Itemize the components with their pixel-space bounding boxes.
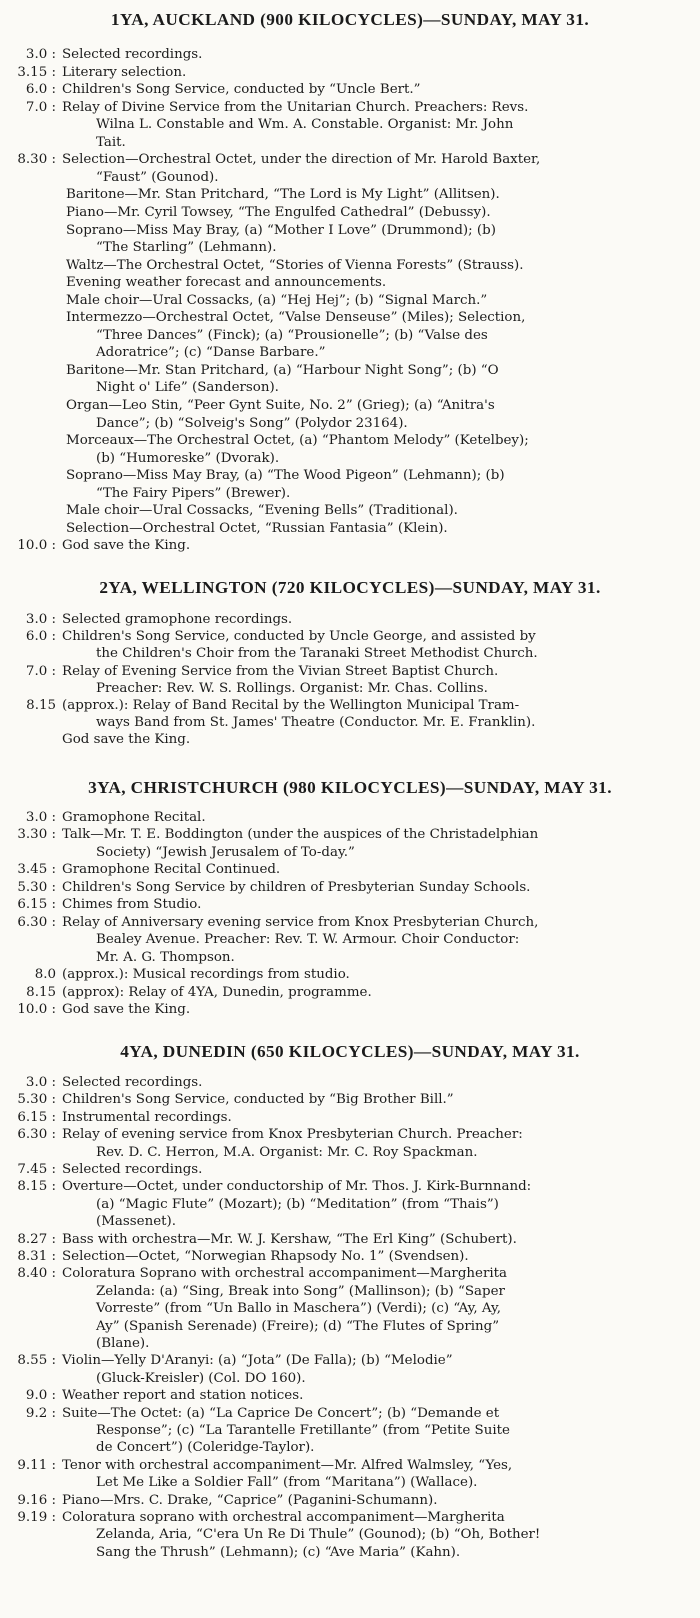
programme-text: (approx.): Musical recordings from studio. bbox=[62, 967, 350, 982]
programme-row bbox=[0, 415, 700, 432]
time-label: 9.19 : bbox=[17, 1510, 56, 1525]
programme-text: Rev. D. C. Herron, M.A. Organist: Mr. C. Roy Spackman. bbox=[96, 1145, 478, 1160]
programme-text: Gramophone Recital Continued. bbox=[62, 862, 281, 877]
programme-row bbox=[0, 222, 700, 239]
programme-row bbox=[0, 46, 700, 63]
programme-text: (Gluck-Kreisler) (Col. DO 160). bbox=[96, 1371, 306, 1386]
programme-row bbox=[0, 1248, 700, 1265]
programme-row bbox=[0, 1474, 700, 1491]
programme-row bbox=[0, 697, 700, 714]
programme-text: “The Starling” (Lehmann). bbox=[96, 240, 277, 255]
programme-row bbox=[0, 64, 700, 81]
programme-text: Gramophone Recital. bbox=[62, 810, 206, 825]
programme-text: Children's Song Service, conducted by “Uncle Bert.” bbox=[62, 82, 421, 97]
programme-row bbox=[0, 1161, 700, 1178]
programme-row bbox=[0, 99, 700, 116]
programme-text: Selected recordings. bbox=[62, 1162, 203, 1177]
time-label: 5.30 : bbox=[17, 880, 56, 895]
programme-row bbox=[0, 327, 700, 344]
programme-row bbox=[0, 966, 700, 983]
programme-row bbox=[0, 826, 700, 843]
programme-text: Night o' Life” (Sanderson). bbox=[96, 380, 279, 395]
programme-row bbox=[0, 485, 700, 502]
programme-text: the Children's Choir from the Taranaki Street Methodist Church. bbox=[96, 646, 538, 661]
programme-text: God save the King. bbox=[62, 1002, 191, 1017]
programme-row bbox=[0, 1352, 700, 1369]
programme-row bbox=[0, 844, 700, 861]
programme-row bbox=[0, 1231, 700, 1248]
time-label: 8.40 : bbox=[17, 1266, 56, 1281]
programme-row bbox=[0, 1144, 700, 1161]
programme-row bbox=[0, 520, 700, 537]
programme-row bbox=[0, 362, 700, 379]
programme-row bbox=[0, 1300, 700, 1317]
programme-text: Selected recordings. bbox=[62, 47, 203, 62]
programme-row bbox=[0, 274, 700, 291]
programme-text: Children's Song Service by children of Presbyterian Sunday Schools. bbox=[62, 880, 531, 895]
programme-text: Tait. bbox=[96, 135, 126, 150]
programme-text: Vorreste” (from “Un Ballo in Maschera”) (Verdi); (c) “Ay, Ay, bbox=[96, 1301, 502, 1316]
programme-row bbox=[0, 1178, 700, 1195]
programme-row bbox=[0, 1196, 700, 1213]
programme-row bbox=[0, 984, 700, 1001]
programme-text: Soprano—Miss May Bray, (a) “Mother I Love” (Drummond); (b) bbox=[66, 223, 496, 238]
time-label: 3.15 : bbox=[17, 65, 56, 80]
programme-text: Coloratura Soprano with orchestral accompaniment—Margherita bbox=[62, 1266, 507, 1281]
programme-row bbox=[0, 1370, 700, 1387]
programme-text: Dance”; (b) “Solveig's Song” (Polydor 23164). bbox=[96, 416, 408, 431]
programme-text: Coloratura soprano with orchestral accompaniment—Margherita bbox=[62, 1510, 505, 1525]
programme-row bbox=[0, 537, 700, 554]
time-label: 7.45 : bbox=[17, 1162, 56, 1177]
time-label: 6.30 : bbox=[17, 1127, 56, 1142]
programme-row bbox=[0, 151, 700, 168]
programme-text: Waltz—The Orchestral Octet, “Stories of Vienna Forests” (Strauss). bbox=[66, 258, 524, 273]
programme-row bbox=[0, 1544, 700, 1561]
programme-row bbox=[0, 1526, 700, 1543]
programme-text: Relay of evening service from Knox Presbyterian Church. Preacher: bbox=[62, 1127, 523, 1142]
programme-row bbox=[0, 663, 700, 680]
programme-text: Talk—Mr. T. E. Boddington (under the auspices of the Christadelphian bbox=[62, 827, 539, 842]
programme-row bbox=[0, 344, 700, 361]
programme-row bbox=[0, 731, 700, 748]
programme-row bbox=[0, 1439, 700, 1456]
programme-row bbox=[0, 1213, 700, 1230]
time-label: 3.0 : bbox=[25, 1075, 56, 1090]
programme-text: (a) “Magic Flute” (Mozart); (b) “Meditation” (from “Thais”) bbox=[96, 1197, 499, 1212]
programme-row bbox=[0, 1387, 700, 1404]
time-label: 8.27 : bbox=[17, 1232, 56, 1247]
programme-row bbox=[0, 502, 700, 519]
time-label: 8.0 bbox=[34, 967, 56, 982]
programme-text: Preacher: Rev. W. S. Rollings. Organist: Mr. Chas. Collins. bbox=[96, 681, 488, 696]
station-heading: 4YA, DUNEDIN (650 KILOCYCLES)—SUNDAY, MAY 31. bbox=[120, 1042, 580, 1061]
programme-row bbox=[0, 1457, 700, 1474]
programme-text: ways Band from St. James' Theatre (Conductor. Mr. E. Franklin). bbox=[96, 715, 536, 730]
programme-text: Sang the Thrush” (Lehmann); (c) “Ave Maria” (Kahn). bbox=[96, 1545, 461, 1560]
time-label: 8.15 bbox=[26, 698, 56, 713]
programme-text: Relay of Divine Service from the Unitarian Church. Preachers: Revs. bbox=[62, 100, 529, 115]
programme-text: (b) “Humoreske” (Dvorak). bbox=[96, 451, 280, 466]
programme-row bbox=[0, 1126, 700, 1143]
programme-text: (approx): Relay of 4YA, Dunedin, programme. bbox=[62, 985, 372, 1000]
programme-text: “The Fairy Pipers” (Brewer). bbox=[96, 486, 291, 501]
programme-row bbox=[0, 169, 700, 186]
programme-row bbox=[0, 896, 700, 913]
time-label: 3.30 : bbox=[17, 827, 56, 842]
programme-row bbox=[0, 309, 700, 326]
programme-row bbox=[0, 432, 700, 449]
programme-text: Zelanda: (a) “Sing, Break into Song” (Mallinson); (b) “Saper bbox=[96, 1284, 505, 1299]
programme-row bbox=[0, 1509, 700, 1526]
time-label: 8.31 : bbox=[17, 1249, 56, 1264]
programme-row bbox=[0, 1283, 700, 1300]
time-label: 8.15 bbox=[26, 985, 56, 1000]
programme-text: Weather report and station notices. bbox=[62, 1388, 304, 1403]
programme-text: Intermezzo—Orchestral Octet, “Valse Denseuse” (Miles); Selection, bbox=[66, 310, 526, 325]
programme-row bbox=[0, 397, 700, 414]
programme-row bbox=[0, 134, 700, 151]
programme-text: Let Me Like a Soldier Fall” (from “Maritana”) (Wallace). bbox=[96, 1475, 478, 1490]
programme-row bbox=[0, 1091, 700, 1108]
programme-row bbox=[0, 450, 700, 467]
programme-text: Chimes from Studio. bbox=[62, 897, 202, 912]
programme-row bbox=[0, 1422, 700, 1439]
programme-row bbox=[0, 809, 700, 826]
time-label: 8.15 : bbox=[17, 1179, 56, 1194]
programme-text: Selected gramophone recordings. bbox=[62, 612, 293, 627]
programme-text: Soprano—Miss May Bray, (a) “The Wood Pigeon” (Lehmann); (b) bbox=[66, 468, 505, 483]
programme-row bbox=[0, 949, 700, 966]
programme-text: Morceaux—The Orchestral Octet, (a) “Phantom Melody” (Ketelbey); bbox=[66, 433, 529, 448]
programme-row bbox=[0, 204, 700, 221]
programme-row bbox=[0, 1492, 700, 1509]
time-label: 9.16 : bbox=[17, 1493, 56, 1508]
programme-text: Selected recordings. bbox=[62, 1075, 203, 1090]
time-label: 10.0 : bbox=[17, 1002, 56, 1017]
programme-row bbox=[0, 714, 700, 731]
programme-row bbox=[0, 628, 700, 645]
time-label: 7.0 : bbox=[25, 664, 56, 679]
time-label: 3.0 : bbox=[25, 810, 56, 825]
programme-row bbox=[0, 116, 700, 133]
programme-row bbox=[0, 1318, 700, 1335]
programme-row bbox=[0, 1265, 700, 1282]
programme-row bbox=[0, 379, 700, 396]
programme-row bbox=[0, 861, 700, 878]
programme-row bbox=[0, 1074, 700, 1091]
programme-text: Response”; (c) “La Tarantelle Fretillante” (from “Petite Suite bbox=[96, 1423, 510, 1438]
programme-text: Piano—Mrs. C. Drake, “Caprice” (Paganini-Schumann). bbox=[62, 1493, 438, 1508]
time-label: 6.30 : bbox=[17, 915, 56, 930]
time-label: 5.30 : bbox=[17, 1092, 56, 1107]
programme-row bbox=[0, 186, 700, 203]
programme-text: Male choir—Ural Cossacks, (a) “Hej Hej”; (b) “Signal March.” bbox=[66, 293, 488, 308]
programme-text: (Massenet). bbox=[96, 1214, 176, 1229]
programme-text: God save the King. bbox=[62, 538, 191, 553]
time-label: 10.0 : bbox=[17, 538, 56, 553]
programme-row bbox=[0, 1001, 700, 1018]
programme-text: Selection—Octet, “Norwegian Rhapsody No. 1” (Svendsen). bbox=[62, 1249, 469, 1264]
time-label: 6.0 : bbox=[25, 629, 56, 644]
programme-text: Society) “Jewish Jerusalem of To-day.” bbox=[96, 845, 355, 860]
programme-text: Piano—Mr. Cyril Towsey, “The Engulfed Cathedral” (Debussy). bbox=[66, 205, 491, 220]
programme-text: (approx.): Relay of Band Recital by the Wellington Municipal Tram- bbox=[62, 698, 520, 713]
programme-text: Children's Song Service, conducted by “Big Brother Bill.” bbox=[62, 1092, 454, 1107]
programme-row bbox=[0, 81, 700, 98]
programme-text: Baritone—Mr. Stan Pritchard, “The Lord is My Light” (Allitsen). bbox=[66, 187, 500, 202]
programme-text: Relay of Anniversary evening service from Knox Presbyterian Church, bbox=[62, 915, 539, 930]
programme-text: Male choir—Ural Cossacks, “Evening Bells” (Traditional). bbox=[66, 503, 458, 518]
programme-text: Literary selection. bbox=[62, 65, 187, 80]
programme-text: Violin—Yelly D'Aranyi: (a) “Jota” (De Falla); (b) “Melodie” bbox=[62, 1353, 453, 1368]
programme-row bbox=[0, 467, 700, 484]
station-heading: 2YA, WELLINGTON (720 KILOCYCLES)—SUNDAY, MAY 31. bbox=[99, 578, 601, 597]
station-heading: 3YA, CHRISTCHURCH (980 KILOCYCLES)—SUNDAY, MAY 31. bbox=[88, 778, 612, 797]
programme-text: Ay” (Spanish Serenade) (Freire); (d) “The Flutes of Spring” bbox=[96, 1319, 500, 1334]
programme-text: Overture—Octet, under conductorship of Mr. Thos. J. Kirk-Burnnand: bbox=[62, 1179, 532, 1194]
time-label: 9.11 : bbox=[17, 1458, 56, 1473]
programme-row bbox=[0, 292, 700, 309]
programme-row bbox=[0, 680, 700, 697]
programme-text: Adoratrice”; (c) “Danse Barbare.” bbox=[96, 345, 326, 360]
programme-text: Selection—Orchestral Octet, under the direction of Mr. Harold Baxter, bbox=[62, 152, 541, 167]
time-label: 6.0 : bbox=[25, 82, 56, 97]
time-label: 9.2 : bbox=[25, 1406, 56, 1421]
time-label: 8.55 : bbox=[17, 1353, 56, 1368]
programme-text: Tenor with orchestral accompaniment—Mr. Alfred Walmsley, “Yes, bbox=[62, 1458, 513, 1473]
programme-row bbox=[0, 1405, 700, 1422]
time-label: 7.0 : bbox=[25, 100, 56, 115]
programme-text: Relay of Evening Service from the Vivian Street Baptist Church. bbox=[62, 664, 499, 679]
programme-text: de Concert”) (Coleridge-Taylor). bbox=[96, 1440, 315, 1455]
programme-text: Suite—The Octet: (a) “La Caprice De Concert”; (b) “Demande et bbox=[62, 1406, 500, 1421]
programme-text: Zelanda, Aria, “C'era Un Re Di Thule” (Gounod); (b) “Oh, Bother! bbox=[96, 1527, 541, 1542]
programme-text: Wilna L. Constable and Wm. A. Constable. Organist: Mr. John bbox=[96, 117, 514, 132]
time-label: 8.30 : bbox=[17, 152, 56, 167]
time-label: 6.15 : bbox=[17, 897, 56, 912]
programme-text: God save the King. bbox=[62, 732, 191, 747]
programme-row bbox=[0, 611, 700, 628]
programme-text: Organ—Leo Stin, “Peer Gynt Suite, No. 2” (Grieg); (a) “Anitra's bbox=[66, 398, 495, 413]
time-label: 3.45 : bbox=[17, 862, 56, 877]
programme-row bbox=[0, 931, 700, 948]
programme-row bbox=[0, 645, 700, 662]
programme-text: Bealey Avenue. Preacher: Rev. T. W. Armour. Choir Conductor: bbox=[96, 932, 520, 947]
time-label: 6.15 : bbox=[17, 1110, 56, 1125]
programme-text: Children's Song Service, conducted by Uncle George, and assisted by bbox=[62, 629, 536, 644]
programme-text: (Blane). bbox=[96, 1336, 150, 1351]
time-label: 3.0 : bbox=[25, 612, 56, 627]
programme-text: “Faust” (Gounod). bbox=[96, 170, 219, 185]
programme-text: “Three Dances” (Finck); (a) “Prousionelle”; (b) “Valse des bbox=[96, 328, 488, 343]
programme-row bbox=[0, 879, 700, 896]
programme-row bbox=[0, 1335, 700, 1352]
programme-text: Bass with orchestra—Mr. W. J. Kershaw, “The Erl King” (Schubert). bbox=[62, 1232, 517, 1247]
station-heading: 1YA, AUCKLAND (900 KILOCYCLES)—SUNDAY, MAY 31. bbox=[110, 10, 590, 29]
programme-row bbox=[0, 239, 700, 256]
programme-text: Instrumental recordings. bbox=[62, 1110, 232, 1125]
time-label: 9.0 : bbox=[25, 1388, 56, 1403]
programme-text: Selection—Orchestral Octet, “Russian Fantasia” (Klein). bbox=[66, 521, 448, 536]
programme-text: Baritone—Mr. Stan Pritchard, (a) “Harbour Night Song”; (b) “O bbox=[66, 363, 499, 378]
time-label: 3.0 : bbox=[25, 47, 56, 62]
programme-text: Mr. A. G. Thompson. bbox=[96, 950, 235, 965]
programme-row bbox=[0, 914, 700, 931]
programme-row bbox=[0, 1109, 700, 1126]
programme-row bbox=[0, 257, 700, 274]
programme-text: Evening weather forecast and announcements. bbox=[66, 275, 387, 290]
